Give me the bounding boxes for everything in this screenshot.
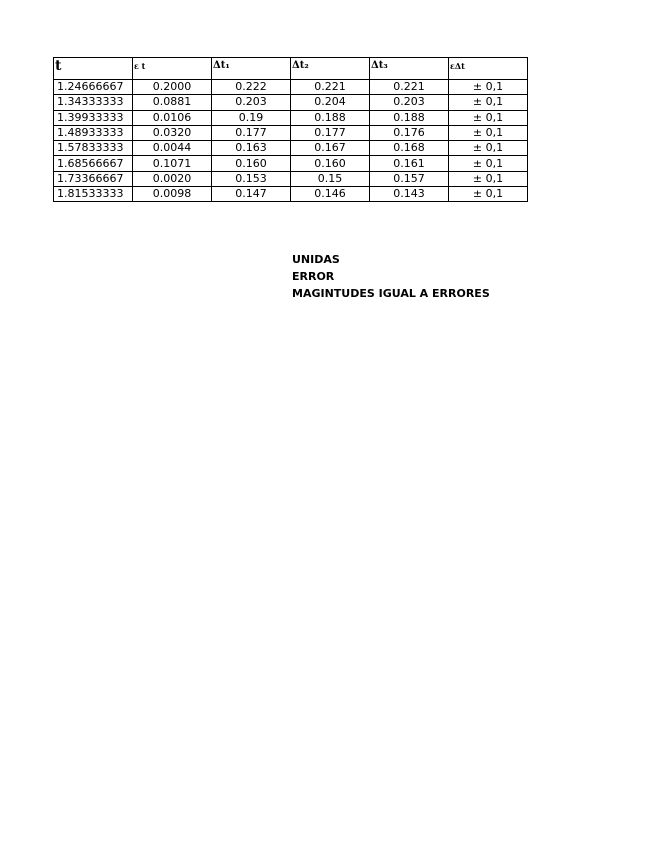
table-cell: ± 0,1 [449,110,528,125]
table-cell: 0.177 [212,125,291,140]
table-header-row [54,58,528,80]
table-cell: 0.222 [212,80,291,95]
table-cell: ± 0,1 [449,95,528,110]
table-cell: 1.48933333 [54,125,133,140]
table-row [54,156,528,171]
table-row [54,80,528,95]
table-cell: 1.39933333 [54,110,133,125]
table-cell: 0.176 [370,125,449,140]
header-cell-delta-t1: Δt₁ [212,58,291,80]
table-cell: ± 0,1 [449,141,528,156]
table-cell: 0.167 [291,141,370,156]
table-cell: 1.57833333 [54,141,133,156]
table-cell: 0.0881 [133,95,212,110]
table-cell: 0.204 [291,95,370,110]
table-row [54,110,528,125]
table-cell: 0.168 [370,141,449,156]
header-cell-error-t: ε t [133,58,212,80]
table-cell: 0.0320 [133,125,212,140]
table-cell: ± 0,1 [449,171,528,186]
header-cell-delta-t2: Δt₂ [291,58,370,80]
table-cell: ± 0,1 [449,125,528,140]
table-cell: 1.24666667 [54,80,133,95]
table-cell: 0.161 [370,156,449,171]
table-cell: 1.68566667 [54,156,133,171]
table-cell: 0.221 [291,80,370,95]
table-cell: ± 0,1 [449,187,528,202]
header-cell-delta-t3: Δt₃ [370,58,449,80]
table-cell: 0.0106 [133,110,212,125]
table-cell: ± 0,1 [449,80,528,95]
table-cell: 0.221 [370,80,449,95]
table-cell: 0.0044 [133,141,212,156]
table-cell: ± 0,1 [449,156,528,171]
table-row [54,125,528,140]
header-cell-error-delta-t: εΔt [449,58,528,80]
table-cell: 0.0098 [133,187,212,202]
note-units: UNIDAS [292,253,340,266]
table-cell: 0.2000 [133,80,212,95]
table-cell: 0.188 [370,110,449,125]
notes-block [292,251,490,302]
table-cell: 0.1071 [133,156,212,171]
table-row [54,95,528,110]
table-cell: 1.81533333 [54,187,133,202]
table-cell: 0.0020 [133,171,212,186]
table-cell: 0.160 [291,156,370,171]
data-table [53,57,528,202]
table-cell: 0.160 [212,156,291,171]
table-cell: 0.188 [291,110,370,125]
table-cell: 0.163 [212,141,291,156]
table-cell: 0.143 [370,187,449,202]
table-row [54,171,528,186]
table-cell: 0.15 [291,171,370,186]
table-cell: 1.73366667 [54,171,133,186]
table-cell: 1.34333333 [54,95,133,110]
table-row [54,187,528,202]
table-cell: 0.203 [212,95,291,110]
table-row [54,141,528,156]
table-cell: 0.203 [370,95,449,110]
header-cell-t-mean: t̄ [54,58,133,80]
note-error: ERROR [292,270,335,283]
note-magnitudes: MAGINTUDES IGUAL A ERRORES [292,287,490,300]
table-cell: 0.153 [212,171,291,186]
table-cell: 0.177 [291,125,370,140]
table-cell: 0.19 [212,110,291,125]
table-cell: 0.147 [212,187,291,202]
table-cell: 0.157 [370,171,449,186]
table-cell: 0.146 [291,187,370,202]
